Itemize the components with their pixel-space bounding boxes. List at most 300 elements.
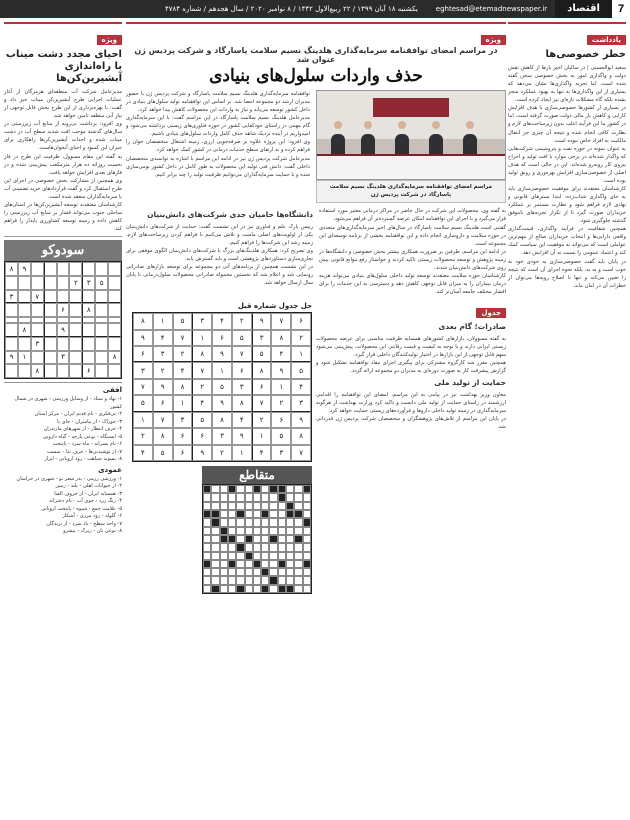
right-title[interactable]: خطر خصوصی‌ها [545,49,626,60]
grid-cell[interactable]: ۶ [252,379,272,395]
grid-cell[interactable] [5,303,18,317]
grid-cell[interactable]: ۲ [69,276,82,290]
crossword-cell[interactable] [261,527,269,535]
grid-cell[interactable] [69,323,82,337]
crossword-cell[interactable] [203,535,211,543]
crossword-cell[interactable] [294,493,302,501]
crossword-cell[interactable] [203,585,211,593]
grid-cell[interactable]: ۴ [252,445,272,461]
crossword-cell[interactable] [261,535,269,543]
crossword-cell[interactable] [261,543,269,551]
grid-cell[interactable] [82,262,95,276]
crossword-cell[interactable] [269,502,277,510]
crossword-cell[interactable] [261,585,269,593]
grid-cell[interactable]: ۱ [212,362,232,378]
crossword-cell[interactable] [228,568,236,576]
grid-cell[interactable]: ۹ [18,262,31,276]
crossword-cell[interactable] [261,485,269,493]
crossword-cell[interactable] [220,535,228,543]
crossword-cell[interactable] [203,543,211,551]
crossword-cell[interactable] [294,568,302,576]
crossword-cell[interactable] [294,518,302,526]
grid-cell[interactable] [82,290,95,304]
crossword-cell[interactable] [294,560,302,568]
grid-cell[interactable]: ۲ [291,330,311,346]
grid-cell[interactable]: ۲ [271,395,291,411]
crossword-cell[interactable] [286,527,294,535]
grid-cell[interactable] [95,303,108,317]
crossword-cell[interactable] [203,518,211,526]
grid-cell[interactable]: ۸ [31,364,44,378]
grid-cell[interactable]: ۵ [153,445,173,461]
crossword-cell[interactable] [236,576,244,584]
crossword-cell[interactable] [245,543,253,551]
crossword-cell[interactable] [303,560,311,568]
crossword-cell[interactable] [286,518,294,526]
grid-cell[interactable]: ۳ [192,313,212,329]
crossword-cell[interactable] [269,485,277,493]
grid-cell[interactable]: ۱ [133,412,153,428]
grid-cell[interactable]: ۷ [133,379,153,395]
crossword-cell[interactable] [228,585,236,593]
grid-cell[interactable]: ۵ [192,412,212,428]
grid-cell[interactable]: ۴ [133,445,153,461]
grid-cell[interactable]: ۵ [173,313,193,329]
crossword-cell[interactable] [253,527,261,535]
crossword-cell[interactable] [245,510,253,518]
crossword-cell[interactable] [236,518,244,526]
crossword-cell[interactable] [211,518,219,526]
grid-cell[interactable] [95,351,108,365]
crossword-cell[interactable] [203,576,211,584]
grid-cell[interactable]: ۶ [173,428,193,444]
crossword-cell[interactable] [294,510,302,518]
crossword-cell[interactable] [203,552,211,560]
grid-cell[interactable]: ۳ [291,395,311,411]
grid-cell[interactable] [44,351,57,365]
grid-cell[interactable]: ۳ [232,379,252,395]
crossword-cell[interactable] [203,502,211,510]
crossword-cell[interactable] [211,568,219,576]
grid-cell[interactable]: ۳ [82,276,95,290]
crossword-cell[interactable] [294,485,302,493]
crossword-cell[interactable] [211,502,219,510]
grid-cell[interactable]: ۶ [173,445,193,461]
crossword-cell[interactable] [220,543,228,551]
grid-cell[interactable]: ۱ [291,346,311,362]
grid-cell[interactable] [44,303,57,317]
crossword-cell[interactable] [269,527,277,535]
crossword-cell[interactable] [278,518,286,526]
crossword-cell[interactable] [203,527,211,535]
grid-cell[interactable]: ۳ [271,445,291,461]
crossword-cell[interactable] [294,502,302,510]
grid-cell[interactable]: ۹ [192,445,212,461]
grid-cell[interactable] [44,364,57,378]
crossword-cell[interactable] [220,510,228,518]
grid-cell[interactable]: ۴ [192,395,212,411]
crossword-cell[interactable] [211,576,219,584]
grid-cell[interactable] [108,337,121,351]
crossword-cell[interactable] [220,585,228,593]
grid-cell[interactable]: ۵ [133,395,153,411]
crossword-cell[interactable] [269,535,277,543]
crossword-cell[interactable] [253,518,261,526]
crossword-cell[interactable] [261,576,269,584]
grid-cell[interactable] [31,303,44,317]
grid-cell[interactable]: ۳ [5,290,18,304]
grid-cell[interactable] [57,364,70,378]
crossword-cell[interactable] [303,543,311,551]
email-address[interactable]: eghtesad@etemadnewspaper.ir [435,5,548,13]
grid-cell[interactable]: ۶ [271,412,291,428]
crossword-cell[interactable] [278,527,286,535]
grid-cell[interactable] [5,337,18,351]
crossword-cell[interactable] [278,576,286,584]
crossword-cell[interactable] [286,543,294,551]
crossword-cell[interactable] [286,585,294,593]
grid-cell[interactable]: ۴ [173,362,193,378]
grid-cell[interactable]: ۸ [82,303,95,317]
crossword-cell[interactable] [236,485,244,493]
crossword-cell[interactable] [211,543,219,551]
grid-cell[interactable]: ۳ [57,351,70,365]
grid-cell[interactable] [5,323,18,337]
grid-cell[interactable] [57,262,70,276]
crossword-cell[interactable] [269,576,277,584]
grid-cell[interactable]: ۵ [232,330,252,346]
grid-cell[interactable] [95,364,108,378]
grid-cell[interactable] [57,290,70,304]
grid-cell[interactable]: ۹ [57,323,70,337]
crossword-cell[interactable] [286,535,294,543]
crossword-cell[interactable] [228,535,236,543]
crossword-cell[interactable] [303,585,311,593]
crossword-cell[interactable] [228,502,236,510]
grid-cell[interactable] [18,364,31,378]
crossword-cell[interactable] [253,510,261,518]
grid-cell[interactable] [108,276,121,290]
grid-cell[interactable] [18,337,31,351]
grid-cell[interactable]: ۵ [95,276,108,290]
grid-cell[interactable]: ۶ [57,303,70,317]
grid-cell[interactable] [69,364,82,378]
grid-cell[interactable]: ۳ [153,346,173,362]
crossword-cell[interactable] [294,552,302,560]
grid-cell[interactable]: ۸ [252,362,272,378]
grid-cell[interactable]: ۳ [133,362,153,378]
grid-cell[interactable] [57,276,70,290]
grid-cell[interactable]: ۸ [192,346,212,362]
grid-cell[interactable]: ۶ [133,346,153,362]
grid-cell[interactable] [108,290,121,304]
grid-cell[interactable] [44,337,57,351]
crossword-cell[interactable] [228,518,236,526]
crossword-cell[interactable] [286,576,294,584]
crossword-cell[interactable] [294,543,302,551]
crossword-cell[interactable] [253,576,261,584]
crossword-grid[interactable] [202,484,312,594]
crossword-cell[interactable] [278,585,286,593]
crossword-cell[interactable] [278,543,286,551]
grid-cell[interactable]: ۹ [232,428,252,444]
grid-cell[interactable] [57,337,70,351]
crossword-cell[interactable] [245,535,253,543]
grid-cell[interactable]: ۵ [212,379,232,395]
crossword-cell[interactable] [245,502,253,510]
crossword-cell[interactable] [236,502,244,510]
grid-cell[interactable]: ۴ [291,379,311,395]
crossword-cell[interactable] [220,552,228,560]
crossword-cell[interactable] [211,585,219,593]
grid-cell[interactable]: ۳ [31,337,44,351]
grid-cell[interactable] [69,351,82,365]
grid-cell[interactable] [108,364,121,378]
grid-cell[interactable] [69,290,82,304]
crossword-cell[interactable] [261,493,269,501]
grid-cell[interactable]: ۸ [5,262,18,276]
crossword-cell[interactable] [303,493,311,501]
crossword-cell[interactable] [228,576,236,584]
grid-cell[interactable]: ۲ [153,362,173,378]
grid-cell[interactable]: ۸ [133,313,153,329]
grid-cell[interactable] [44,262,57,276]
grid-cell[interactable]: ۳ [212,428,232,444]
crossword-cell[interactable] [228,560,236,568]
crossword-cell[interactable] [269,543,277,551]
crossword-cell[interactable] [286,552,294,560]
crossword-cell[interactable] [303,576,311,584]
crossword-cell[interactable] [303,568,311,576]
grid-cell[interactable] [5,364,18,378]
crossword-cell[interactable] [245,576,253,584]
grid-cell[interactable] [44,323,57,337]
crossword-cell[interactable] [303,510,311,518]
crossword-cell[interactable] [303,518,311,526]
crossword-cell[interactable] [253,493,261,501]
crossword-cell[interactable] [269,568,277,576]
grid-cell[interactable] [108,303,121,317]
crossword-cell[interactable] [303,527,311,535]
crossword-cell[interactable] [220,502,228,510]
crossword-cell[interactable] [228,527,236,535]
grid-cell[interactable]: ۹ [153,379,173,395]
crossword-cell[interactable] [236,585,244,593]
crossword-cell[interactable] [278,502,286,510]
grid-cell[interactable]: ۸ [153,428,173,444]
crossword-cell[interactable] [303,535,311,543]
crossword-cell[interactable] [220,485,228,493]
grid-cell[interactable]: ۱ [252,428,272,444]
grid-cell[interactable] [31,262,44,276]
grid-cell[interactable]: ۶ [232,362,252,378]
crossword-cell[interactable] [245,585,253,593]
grid-cell[interactable]: ۸ [108,351,121,365]
grid-cell[interactable]: ۱ [192,330,212,346]
crossword-cell[interactable] [203,568,211,576]
crossword-cell[interactable] [278,510,286,518]
crossword-cell[interactable] [261,502,269,510]
grid-cell[interactable]: ۲ [133,428,153,444]
grid-cell[interactable]: ۲ [192,379,212,395]
grid-cell[interactable]: ۹ [5,351,18,365]
crossword-cell[interactable] [278,535,286,543]
crossword-cell[interactable] [220,576,228,584]
grid-cell[interactable] [31,323,44,337]
section-title[interactable]: اقتصاد [555,0,612,18]
crossword-cell[interactable] [245,518,253,526]
grid-cell[interactable] [82,323,95,337]
article-headline[interactable]: حذف واردات سلول‌های بنیادی [209,66,423,86]
grid-cell[interactable]: ۶ [192,428,212,444]
grid-cell[interactable]: ۵ [271,428,291,444]
crossword-cell[interactable] [253,502,261,510]
crossword-cell[interactable] [269,552,277,560]
grid-cell[interactable]: ۹ [252,313,272,329]
grid-cell[interactable] [44,290,57,304]
grid-cell[interactable]: ۷ [192,362,212,378]
grid-cell[interactable] [31,351,44,365]
grid-cell[interactable]: ۲ [212,445,232,461]
grid-cell[interactable] [5,276,18,290]
crossword-cell[interactable] [286,493,294,501]
crossword-cell[interactable] [278,552,286,560]
crossword-cell[interactable] [228,493,236,501]
crossword-cell[interactable] [269,585,277,593]
grid-cell[interactable]: ۷ [31,290,44,304]
grid-cell[interactable]: ۱ [18,351,31,365]
crossword-cell[interactable] [245,560,253,568]
grid-cell[interactable]: ۹ [212,346,232,362]
grid-cell[interactable]: ۶ [291,313,311,329]
grid-cell[interactable] [18,290,31,304]
crossword-cell[interactable] [236,552,244,560]
crossword-cell[interactable] [253,560,261,568]
crossword-cell[interactable] [203,510,211,518]
crossword-cell[interactable] [236,543,244,551]
crossword-cell[interactable] [278,493,286,501]
crossword-cell[interactable] [294,527,302,535]
grid-cell[interactable]: ۲ [252,412,272,428]
grid-cell[interactable]: ۸ [18,323,31,337]
grid-cell[interactable]: ۷ [153,412,173,428]
grid-cell[interactable] [95,262,108,276]
grid-cell[interactable]: ۸ [173,379,193,395]
grid-cell[interactable] [95,290,108,304]
grid-cell[interactable]: ۲ [173,346,193,362]
crossword-cell[interactable] [203,493,211,501]
grid-cell[interactable] [82,337,95,351]
grid-cell[interactable]: ۹ [271,362,291,378]
grid-cell[interactable]: ۹ [133,330,153,346]
grid-cell[interactable] [69,303,82,317]
grid-cell[interactable]: ۱ [153,313,173,329]
crossword-cell[interactable] [269,510,277,518]
crossword-cell[interactable] [269,518,277,526]
crossword-cell[interactable] [303,552,311,560]
grid-cell[interactable]: ۷ [291,445,311,461]
grid-cell[interactable]: ۱ [271,379,291,395]
left-title[interactable]: احیای مجدد دشت میناب با راه‌اندازی آبشیرین‌کن‌ها [5,49,122,84]
crossword-cell[interactable] [220,560,228,568]
crossword-cell[interactable] [211,560,219,568]
crossword-cell[interactable] [245,527,253,535]
grid-cell[interactable] [95,337,108,351]
sudoku-grid[interactable] [4,261,122,379]
grid-cell[interactable]: ۷ [252,395,272,411]
crossword-cell[interactable] [236,535,244,543]
crossword-cell[interactable] [278,560,286,568]
crossword-cell[interactable] [253,535,261,543]
crossword-cell[interactable] [253,552,261,560]
crossword-cell[interactable] [236,493,244,501]
crossword-cell[interactable] [278,485,286,493]
crossword-cell[interactable] [220,568,228,576]
crossword-cell[interactable] [220,493,228,501]
grid-cell[interactable] [69,337,82,351]
grid-cell[interactable]: ۴ [232,412,252,428]
crossword-cell[interactable] [211,510,219,518]
crossword-cell[interactable] [211,552,219,560]
grid-cell[interactable]: ۸ [212,412,232,428]
grid-cell[interactable] [108,262,121,276]
crossword-cell[interactable] [211,535,219,543]
crossword-cell[interactable] [269,493,277,501]
crossword-cell[interactable] [228,510,236,518]
grid-cell[interactable]: ۳ [173,412,193,428]
grid-cell[interactable]: ۶ [82,364,95,378]
crossword-cell[interactable] [253,485,261,493]
crossword-cell[interactable] [211,485,219,493]
crossword-cell[interactable] [261,510,269,518]
grid-cell[interactable]: ۱ [232,445,252,461]
grid-cell[interactable] [108,323,121,337]
crossword-cell[interactable] [236,527,244,535]
crossword-cell[interactable] [253,568,261,576]
grid-cell[interactable] [18,303,31,317]
grid-cell[interactable] [31,276,44,290]
crossword-cell[interactable] [303,485,311,493]
crossword-cell[interactable] [278,568,286,576]
crossword-cell[interactable] [211,493,219,501]
crossword-cell[interactable] [253,585,261,593]
grid-cell[interactable]: ۵ [291,362,311,378]
crossword-cell[interactable] [303,502,311,510]
grid-cell[interactable]: ۱ [173,395,193,411]
crossword-cell[interactable] [261,518,269,526]
crossword-cell[interactable] [261,552,269,560]
crossword-cell[interactable] [245,552,253,560]
article-photo[interactable] [316,90,506,180]
crossword-cell[interactable] [253,543,261,551]
crossword-cell[interactable] [203,485,211,493]
grid-cell[interactable]: ۵ [252,346,272,362]
crossword-cell[interactable] [236,560,244,568]
grid-cell[interactable] [44,276,57,290]
grid-cell[interactable] [95,323,108,337]
grid-cell[interactable]: ۴ [212,313,232,329]
grid-cell[interactable]: ۷ [271,313,291,329]
crossword-cell[interactable] [220,518,228,526]
crossword-cell[interactable] [286,502,294,510]
crossword-cell[interactable] [245,485,253,493]
crossword-cell[interactable] [236,510,244,518]
crossword-cell[interactable] [261,568,269,576]
crossword-cell[interactable] [261,560,269,568]
crossword-cell[interactable] [269,560,277,568]
crossword-cell[interactable] [286,560,294,568]
crossword-cell[interactable] [228,552,236,560]
